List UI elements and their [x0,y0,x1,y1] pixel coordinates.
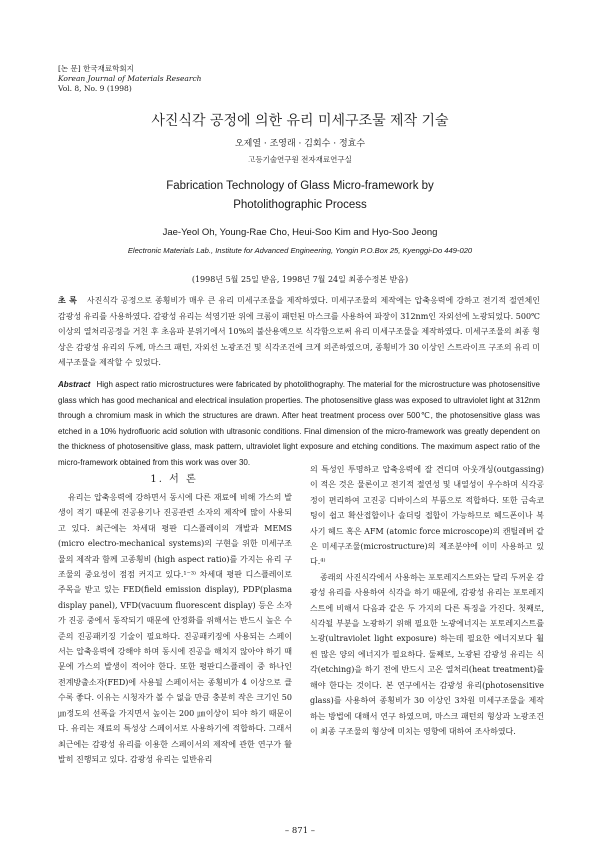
paper-title-english-line2: Photolithographic Process [233,199,367,211]
body-paragraph: 유리는 압축응력에 강하면서 동시에 다른 재료에 비해 가스의 발생이 적기 때문에 진공용기나 진공관련 소자의 제작에 많이 사용되고 있다. 최근에는 차세대 평판 디스플레이의 개발과 MEMS (micro electro-mechanical systems)의 구현을 위한 미세구조물의 제작과 함께 고종횡비 (high aspect ratio)를 가지는 유리 구조물의 중요성이 점점 커지고 있다.¹⁻³⁾ 차세대 평판 디스플레이로 주목을 받고 있는 FED(field emission display), PDP(plasma display panel), VFD(vacuum fluorescent display) 등은 소자가 진공 중에서 동작되기 때문에 안정화를 위해서는 반드시 높은 수준의 진공패키징 기술이 필요하다. 진공패키징에 사용되는 스페이서는 압축응력에 강해야 하며 동시에 진공을 해치지 않아야 하기 때문에 가스의 발생이 적어야 한다. 또한 평판디스플레이 중 하나인 전계방출소자(FED)에 사용될 스페이서는 종횡비가 4 이상으로 클수록 좋다. 이유는 시청자가 볼 수 없을 만큼 충분히 작은 크기인 50 ㎛정도의 선폭을 가지면서 높이는 200 ㎛이상이 되야 하기 때문이다. 유리는 재료의 특성상 스페이서로 사용하기에 적합하다. 그래서 최근에는 감광성 유리를 이용한 스페이서의 제작에 관한 연구가 활발히 진행되고 있다. 감광성 유리는 일반유리 [58,493,292,764]
page-number: – 871 – [284,826,316,836]
body-column-right [310,462,544,739]
abstract-korean-text: 사진식각 공정으로 종횡비가 매우 큰 유리 미세구조물을 제작하였다. 미세구조물의 제작에는 압축응력에 강하고 전기적 절연체인 감광성 유리를 사용하였다. 감광성 유리는 석영기판 위에 크롬이 패턴된 마스크를 사용하여 파장이 312nm인 자외선에 노광되었다. 500℃ 이상의 열처리공정을 거친 후 초음파 분위기에서 10%의 불산용액으로 식각함으로써 유리 미세구조물을 제작하였다. 미세구조물의 최종 형상은 감광성 유리의 두께, 마스크 패턴, 자외선 노광조건 및 식각조건에 크게 의존하였으며, 종횡비가 30 이상인 스트라이프 구조의 유리 미세구조물을 제작할 수 있었다. [58,296,540,368]
authors-english: Jae-Yeol Oh, Young-Rae Cho, Heui-Soo Kim and Hyo-Soo Jeong [162,227,438,238]
affiliation-korean: 고등기술연구원 전자재료연구실 [248,155,352,164]
paper-title-korean: 사진식각 공정에 의한 유리 미세구조물 제작 기술 [151,113,449,129]
affiliation-english: Electronic Materials Lab., Institute for Advanced Engineering, Yongin P.O.Box 25, Kyenggi-Do 449-020 [127,246,473,255]
journal-volume: Vol. 8, No. 9 (1998) [58,84,132,93]
paper-title-english-line1: Fabrication Technology of Glass Micro-framework by [166,180,434,192]
abstract-korean-label: 초 록 [58,295,77,305]
abstract-english [58,377,540,471]
section-heading-introduction: 1. 서 론 [150,474,198,485]
abstract-english-label: Abstract [58,380,91,389]
body-paragraph: 종래의 사진식각에서 사용하는 포토레지스트와는 달리 두꺼운 감광성 유리를 사용하여 식각을 하기 때문에, 감광성 유리는 포토레지스트에 비해서 다음과 같은 두 가지의 다른 특징을 가진다. 첫째로, 식각될 부분을 노광하기 위해 필요한 노광에너지는 포토레지스트를 노광(ultraviolet light exposure) 하는데 필요한 에너지보다 훨씬 많은 양의 에너지가 필요하다. 둘째로, 노광된 감광성 유리는 식각(etching)을 하기 전에 반드시 고온 열처리(heat treatment)를 해야 한다는 것이다. 본 연구에서는 감광성 유리(photosensitive glass)를 사용하여 종횡비가 30 이상인 3차원 미세구조물을 제작하는 방법에 대해서 연구 하였으며, 마스크 패턴의 형상과 노광조건이 최종 구조물의 형상에 미치는 영향에 대하여 조사하였다. [310,572,544,736]
body-paragraph: 의 특성인 투명하고 압축응력에 잘 견디며 아웃개싱(outgassing)이 적은 것은 물론이고 전기적 절연성 및 내열성이 우수하며 식각공정이 편리하여 고진공 디바이스의 부품으로 적합하다. 또한 금속코팅이 쉽고 확산접합이나 솔더링 접합이 가능하므로 헤드폰이나 복사기 헤드 혹은 AFM (atomic force microscope)의 캔틸레버 같은 미세구조물(microstructure)의 제조분야에 이미 사용하고 있다.⁴⁾ [310,465,544,567]
body-column-left [58,490,292,767]
received-dates: (1998년 5월 25일 받음, 1998년 7월 24일 최종수정본 받음) [191,275,409,284]
paper-title-english [130,177,470,215]
journal-name-korean: [논 문] 한국재료학회지 [58,64,134,73]
authors-korean: 오제열 · 조영래 · 김회수 · 정효수 [234,139,366,149]
abstract-korean [58,293,540,371]
journal-name-english: Korean Journal of Materials Research [58,74,202,83]
journal-header [58,64,318,94]
abstract-english-text: High aspect ratio microstructures were fabricated by photolithography. The material for the microstructure was photosensitive glass which has good mechanical and electrical insulation properties. The photosensitive glass was exposed to ultraviolet light at 312nm through a chromium mask in which the structures are drawn. After heat treatment process over 500℃, the photosensitive glass was etched in a 10% hydrofluoric acid solution with ultrasonic conditions. Final dimension of the micro-framework was greatly dependent on the thickness of photosensitive glass, mask pattern, ultraviolet light exposure and etching conditions. The maximum aspect ratio of the micro-framework obtained from this work was over 30. [58,380,540,467]
